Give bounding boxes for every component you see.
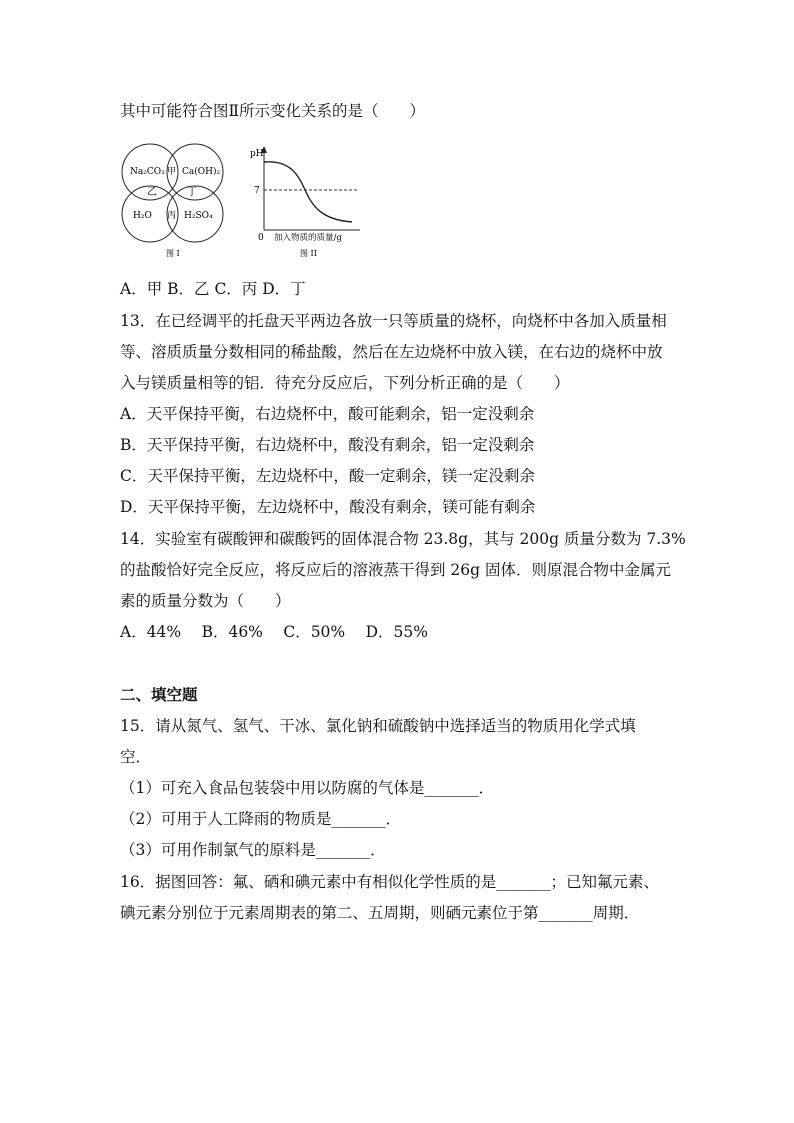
- question-13-option-b: B．天平保持平衡，右边烧杯中，酸没有剩余，铝一定没剩余: [120, 436, 535, 454]
- figure-2-graph: [261, 146, 360, 230]
- question-15-part-2: （2）可用于人工降雨的物质是_______．: [120, 810, 402, 828]
- ph-curve: [264, 162, 352, 222]
- section-heading-fill-in: 二、填空题: [120, 686, 198, 704]
- figure-svg: [120, 134, 370, 266]
- question-16-line-1: 16．据图回答：氟、硒和碘元素中有相似化学性质的是_______；已知氟元素、: [120, 873, 659, 891]
- question-16-line-2: 碘元素分别位于元素周期表的第二、五周期，则硒元素位于第_______周期．: [120, 904, 640, 922]
- question-12-stem-end: 其中可能符合图Ⅱ所示变化关系的是（ ）: [120, 102, 426, 120]
- question-12-figures: [120, 134, 370, 266]
- question-13-stem-line-2: 等、溶质质量分数相同的稀盐酸，然后在左边烧杯中放入镁，在右边的烧杯中放: [120, 343, 663, 361]
- y-axis-label: pH: [250, 149, 264, 159]
- question-15-stem-line-1: 15．请从氮气、氢气、干冰、氯化钠和硫酸钠中选择适当的物质用化学式填: [120, 717, 636, 735]
- x-axis-label: 加入物质的质量/g: [274, 233, 342, 243]
- question-15-part-1: （1）可充入食品包装袋中用以防腐的气体是_______．: [120, 779, 495, 797]
- question-15-stem-line-2: 空．: [120, 748, 152, 766]
- figure-2-caption: 图 II: [300, 249, 317, 258]
- question-14-stem-line-3: 素的质量分数为（ ）: [120, 592, 291, 610]
- label-na2co3: Na₂CO₃: [130, 167, 165, 177]
- question-13-option-d: D．天平保持平衡，左边烧杯中，酸没有剩余，镁可能有剩余: [120, 498, 536, 516]
- question-15-part-3: （3）可用作制氯气的原料是_______．: [120, 841, 386, 859]
- figure-1-venn: [122, 144, 223, 242]
- label-jia: 甲: [167, 167, 177, 177]
- question-14-stem-line-2: 的盐酸恰好完全反应，将反应后的溶液蒸干得到 26g 固体．则原混合物中金属元: [120, 561, 672, 579]
- question-12-options: A．甲 B．乙 C．丙 D．丁: [120, 280, 306, 298]
- label-yi: 乙: [147, 187, 157, 198]
- label-h2so4: H₂SO₄: [184, 211, 213, 221]
- question-14-options: A．44% B．46% C．50% D．55%: [120, 623, 428, 641]
- question-13-option-a: A．天平保持平衡，右边烧杯中，酸可能剩余，铝一定没剩余: [120, 405, 535, 423]
- tick-7-label: 7: [254, 186, 260, 196]
- label-h2o: H₂O: [133, 211, 152, 221]
- label-ding: 丁: [187, 187, 197, 198]
- origin-label: 0: [258, 233, 264, 243]
- label-caoh2: Ca(OH)₂: [182, 167, 221, 177]
- question-13-stem-line-1: 13．在已经调平的托盘天平两边各放一只等质量的烧杯，向烧杯中各加入质量相: [120, 312, 667, 330]
- question-14-stem-line-1: 14．实验室有碳酸钾和碳酸钙的固体混合物 23.8g，其与 200g 质量分数为 7.3%: [120, 530, 686, 548]
- question-13-stem-line-3: 入与镁质量相等的铝．待充分反应后，下列分析正确的是（ ）: [120, 374, 570, 392]
- figure-1-caption: 图 I: [166, 249, 180, 258]
- question-13-option-c: C．天平保持平衡，左边烧杯中，酸一定剩余，镁一定没剩余: [120, 467, 535, 485]
- label-bing: 丙: [167, 211, 177, 221]
